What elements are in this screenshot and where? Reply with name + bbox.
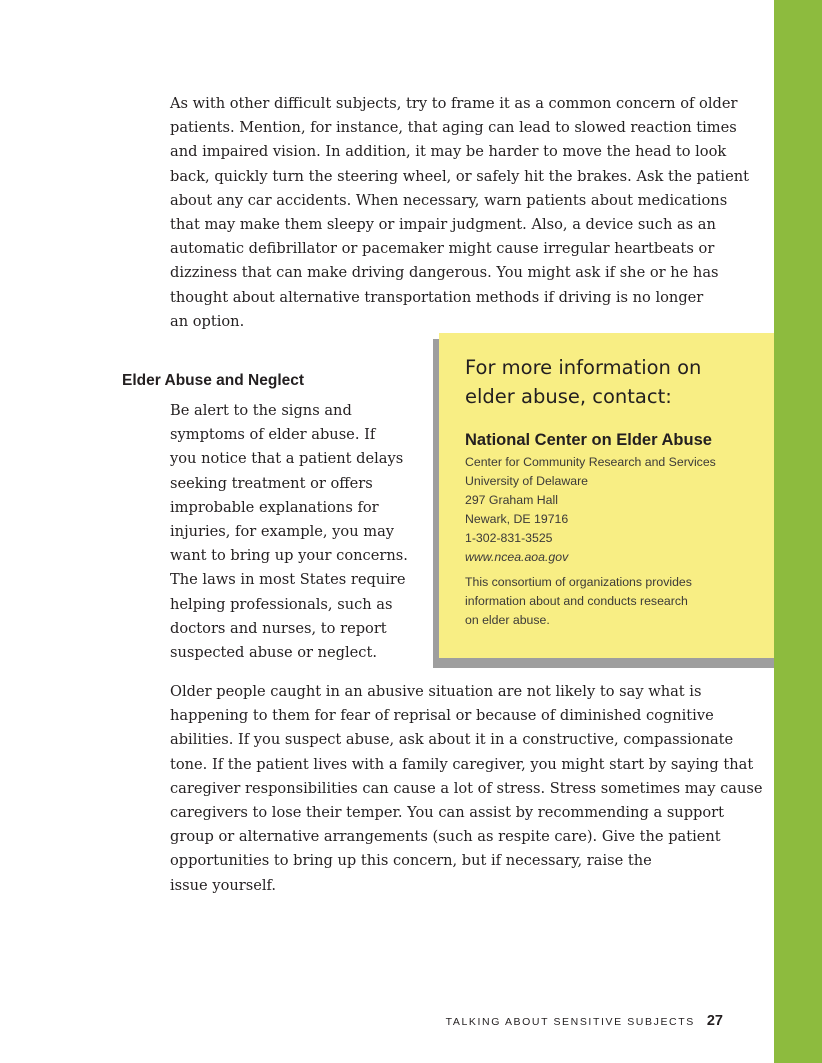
description-line: information about and conducts research bbox=[465, 594, 688, 608]
text-line: Older people caught in an abusive situation are not likely to say what is bbox=[170, 683, 702, 700]
address-line: University of Delaware bbox=[465, 474, 589, 488]
description-line: This consortium of organizations provides bbox=[465, 575, 692, 589]
text-line: you notice that a patient delays bbox=[170, 450, 404, 468]
text-line: seeking treatment or offers bbox=[170, 474, 373, 492]
text-line: abilities. If you suspect abuse, ask about it in a constructive, compassionate bbox=[170, 731, 734, 749]
text-line: suspected abuse or neglect. bbox=[170, 644, 377, 662]
section-paragraph bbox=[170, 399, 415, 665]
text-line: an option. bbox=[170, 312, 245, 330]
text-line: As with other difficult subjects, try to frame it as a common concern of older bbox=[170, 95, 738, 112]
text-line: caregiver responsibilities can cause a lot of stress. Stress sometimes may cause bbox=[170, 779, 763, 797]
info-callout-box bbox=[439, 333, 774, 658]
text-line: dizziness that can make driving dangerous. You might ask if she or he has bbox=[170, 264, 719, 282]
text-line: improbable explanations for bbox=[170, 498, 379, 516]
text-line: doctors and nurses, to report bbox=[170, 619, 387, 637]
callout-title-line: For more information on bbox=[465, 356, 702, 379]
text-line: symptoms of elder abuse. If bbox=[170, 426, 376, 444]
closing-paragraph bbox=[170, 680, 763, 898]
description-line: on elder abuse. bbox=[465, 613, 550, 627]
address-line: 297 Graham Hall bbox=[465, 493, 558, 507]
callout-title bbox=[465, 353, 701, 411]
text-line: caregivers to lose their temper. You can assist by recommending a support bbox=[170, 804, 725, 822]
page-number: 27 bbox=[706, 1013, 723, 1029]
text-line: patients. Mention, for instance, that aging can lead to slowed reaction times bbox=[170, 119, 737, 137]
text-line: about any car accidents. When necessary, warn patients about medications bbox=[170, 191, 728, 209]
side-color-bar bbox=[774, 0, 822, 1063]
text-line: helping professionals, such as bbox=[170, 595, 393, 613]
running-head: TALKING ABOUT SENSITIVE SUBJECTS bbox=[445, 1016, 695, 1028]
text-line: injuries, for example, you may bbox=[170, 523, 395, 541]
text-line: automatic defibrillator or pacemaker might cause irregular heartbeats or bbox=[170, 240, 715, 258]
text-line: that may make them sleepy or impair judgment. Also, a device such as an bbox=[170, 216, 716, 234]
text-line: back, quickly turn the steering wheel, or safely hit the brakes. Ask the patient bbox=[170, 167, 749, 185]
address-line: Newark, DE 19716 bbox=[465, 512, 569, 526]
phone-number: 1-302-831-3525 bbox=[465, 531, 553, 545]
text-line: want to bring up your concerns. bbox=[170, 547, 408, 565]
address-line: Center for Community Research and Services bbox=[465, 455, 716, 469]
text-line: happening to them for fear of reprisal or because of diminished cognitive bbox=[170, 707, 714, 725]
text-line: tone. If the patient lives with a family caregiver, you might start by saying that bbox=[170, 755, 754, 773]
text-line: opportunities to bring up this concern, but if necessary, raise the bbox=[170, 852, 652, 870]
intro-paragraph bbox=[170, 92, 749, 334]
section-heading: Elder Abuse and Neglect bbox=[122, 372, 305, 389]
text-line: The laws in most States require bbox=[170, 571, 406, 589]
text-line: and impaired vision. In addition, it may be harder to move the head to look bbox=[170, 143, 727, 161]
text-line: group or alternative arrangements (such as respite care). Give the patient bbox=[170, 828, 721, 846]
callout-title-line: elder abuse, contact: bbox=[465, 385, 672, 408]
text-line: Be alert to the signs and bbox=[170, 402, 352, 419]
text-line: thought about alternative transportation methods if driving is no longer bbox=[170, 288, 704, 306]
organization-address bbox=[465, 453, 716, 567]
organization-description bbox=[465, 573, 755, 630]
text-line: issue yourself. bbox=[170, 876, 277, 894]
website-link[interactable]: www.ncea.aoa.gov bbox=[465, 550, 569, 564]
page-footer bbox=[400, 1010, 723, 1029]
organization-name: National Center on Elder Abuse bbox=[465, 431, 712, 449]
